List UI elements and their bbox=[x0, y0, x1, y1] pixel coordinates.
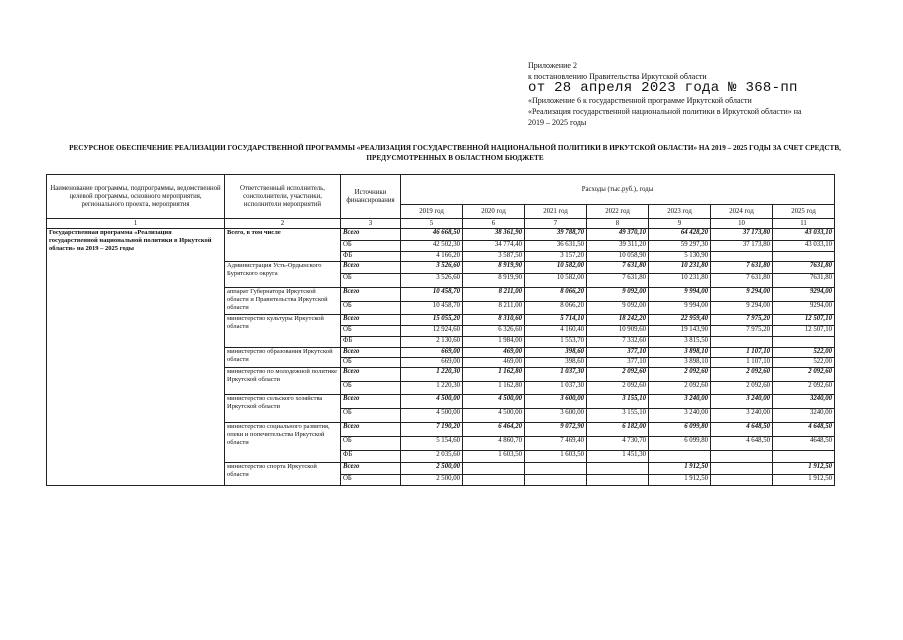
amount-cell: 19 143,90 bbox=[649, 326, 711, 337]
amount-cell: 4 500,00 bbox=[401, 409, 463, 423]
amount-cell: 4 648,50 bbox=[711, 423, 773, 437]
funding-source-cell: ОБ bbox=[341, 409, 401, 423]
amount-cell: 9 994,00 bbox=[649, 288, 711, 302]
amount-cell: 59 297,30 bbox=[649, 241, 711, 252]
responsible-executor-cell: Администрация Усть-Ордынского Бурятского округа bbox=[225, 262, 341, 288]
amount-cell: 1 912,50 bbox=[773, 475, 835, 486]
amount-cell: 6 099,80 bbox=[649, 423, 711, 437]
amount-cell: 1 162,80 bbox=[463, 382, 525, 395]
amount-cell: 10 231,80 bbox=[649, 274, 711, 288]
amount-cell: 37 173,80 bbox=[711, 229, 773, 241]
funding-source-cell: ОБ bbox=[341, 358, 401, 368]
document-heading: РЕСУРСНОЕ ОБЕСПЕЧЕНИЕ РЕАЛИЗАЦИИ ГОСУДАРСТВЕННОЙ ПРОГРАММЫ «РЕАЛИЗАЦИЯ ГОСУДАРСТВЕННОЙ НАЦИОНАЛЬНОЙ ПОЛИТИКИ В ИРКУТСКОЙ ОБЛАСТИ» НА 2019 – 2025 ГОДЫ ЗА СЧЕТ СРЕДСТВ, ПРЕДУСМОТРЕННЫХ В ОБЛАСТНОМ БЮДЖЕТЕ bbox=[69, 144, 841, 162]
funding-source-cell: Всего bbox=[341, 229, 401, 241]
amount-cell: 3 898,10 bbox=[649, 358, 711, 368]
funding-source-cell: Всего bbox=[341, 262, 401, 274]
amount-cell: 9 994,00 bbox=[649, 302, 711, 315]
amount-cell: 2 092,60 bbox=[773, 382, 835, 395]
amount-cell: 2 035,60 bbox=[401, 451, 463, 463]
amount-cell bbox=[525, 475, 587, 486]
amount-cell: 3240,00 bbox=[773, 409, 835, 423]
amount-cell: 398,60 bbox=[525, 348, 587, 358]
amount-cell: 3 155,10 bbox=[587, 409, 649, 423]
amount-cell: 3 600,00 bbox=[525, 395, 587, 409]
amount-cell: 4 160,40 bbox=[525, 326, 587, 337]
amount-cell: 469,00 bbox=[463, 348, 525, 358]
amount-cell: 377,10 bbox=[587, 358, 649, 368]
column-number: 5 bbox=[401, 219, 463, 229]
header-source: Источники финансирования bbox=[341, 175, 401, 219]
amount-cell: 8 310,60 bbox=[463, 315, 525, 326]
amount-cell: 43 033,10 bbox=[773, 241, 835, 252]
column-number: 8 bbox=[587, 219, 649, 229]
amount-cell: 1 107,10 bbox=[711, 358, 773, 368]
amount-cell: 43 033,10 bbox=[773, 229, 835, 241]
funding-source-cell: ФБ bbox=[341, 451, 401, 463]
amount-cell bbox=[587, 463, 649, 475]
header-year: 2023 год bbox=[649, 205, 711, 219]
amount-cell: 37 173,80 bbox=[711, 241, 773, 252]
amount-cell: 15 055,20 bbox=[401, 315, 463, 326]
amount-cell: 398,60 bbox=[525, 358, 587, 368]
amount-cell: 10 582,00 bbox=[525, 274, 587, 288]
amount-cell: 4 730,70 bbox=[587, 437, 649, 451]
appendix-program-name: «Реализация государственной национальной политики в Иркутской области» на bbox=[528, 107, 802, 116]
appendix-title: Приложение 2 bbox=[528, 61, 577, 70]
amount-cell: 3 898,10 bbox=[649, 348, 711, 358]
amount-cell: 6 182,00 bbox=[587, 423, 649, 437]
amount-cell: 4 648,50 bbox=[773, 423, 835, 437]
amount-cell: 10 458,70 bbox=[401, 288, 463, 302]
amount-cell: 8 066,20 bbox=[525, 288, 587, 302]
appendix-decree-ref: к постановлению Правительства Иркутской области bbox=[528, 72, 707, 81]
amount-cell: 7 631,80 bbox=[587, 274, 649, 288]
amount-cell: 2 092,60 bbox=[711, 368, 773, 382]
amount-cell: 1 220,30 bbox=[401, 368, 463, 382]
amount-cell: 3 240,00 bbox=[711, 395, 773, 409]
amount-cell: 4 500,00 bbox=[463, 409, 525, 423]
amount-cell: 4 500,00 bbox=[401, 395, 463, 409]
funding-source-cell: Всего bbox=[341, 288, 401, 302]
amount-cell: 3 157,20 bbox=[525, 252, 587, 262]
amount-cell: 2 092,60 bbox=[773, 368, 835, 382]
header-expenses: Расходы (тыс.руб.), годы bbox=[401, 175, 835, 205]
amount-cell: 5 154,60 bbox=[401, 437, 463, 451]
amount-cell: 9 092,00 bbox=[587, 302, 649, 315]
appendix-program-ref: «Приложение 6 к государственной программе Иркутской области bbox=[528, 96, 752, 105]
amount-cell: 8 066,20 bbox=[525, 302, 587, 315]
amount-cell: 1 603,50 bbox=[525, 451, 587, 463]
amount-cell: 1 037,30 bbox=[525, 368, 587, 382]
amount-cell: 7 631,80 bbox=[711, 262, 773, 274]
amount-cell: 1 107,10 bbox=[711, 348, 773, 358]
funding-source-cell: ОБ bbox=[341, 274, 401, 288]
amount-cell: 2 092,60 bbox=[649, 368, 711, 382]
amount-cell: 1 037,30 bbox=[525, 382, 587, 395]
amount-cell bbox=[773, 252, 835, 262]
responsible-executor-cell: министерство образования Иркутской области bbox=[225, 348, 341, 368]
column-number: 6 bbox=[463, 219, 525, 229]
amount-cell bbox=[711, 475, 773, 486]
amount-cell: 46 668,50 bbox=[401, 229, 463, 241]
amount-cell: 2 130,60 bbox=[401, 337, 463, 348]
header-year: 2021 год bbox=[525, 205, 587, 219]
amount-cell: 9294,00 bbox=[773, 288, 835, 302]
amount-cell: 1 220,30 bbox=[401, 382, 463, 395]
amount-cell: 9 092,00 bbox=[587, 288, 649, 302]
amount-cell: 12 924,60 bbox=[401, 326, 463, 337]
amount-cell: 669,00 bbox=[401, 348, 463, 358]
amount-cell bbox=[649, 451, 711, 463]
amount-cell: 1 162,80 bbox=[463, 368, 525, 382]
amount-cell: 1 451,30 bbox=[587, 451, 649, 463]
amount-cell bbox=[463, 475, 525, 486]
amount-cell: 39 788,70 bbox=[525, 229, 587, 241]
amount-cell bbox=[773, 451, 835, 463]
funding-source-cell: ФБ bbox=[341, 337, 401, 348]
amount-cell: 4 648,50 bbox=[711, 437, 773, 451]
amount-cell: 3 587,50 bbox=[463, 252, 525, 262]
amount-cell: 7631,80 bbox=[773, 262, 835, 274]
header-year: 2020 год bbox=[463, 205, 525, 219]
amount-cell bbox=[711, 463, 773, 475]
column-number: 10 bbox=[711, 219, 773, 229]
amount-cell: 12 507,10 bbox=[773, 315, 835, 326]
amount-cell: 64 428,20 bbox=[649, 229, 711, 241]
amount-cell: 6 326,60 bbox=[463, 326, 525, 337]
amount-cell: 10 231,80 bbox=[649, 262, 711, 274]
responsible-executor-cell: министерство спорта Иркутской области bbox=[225, 463, 341, 486]
amount-cell bbox=[711, 337, 773, 348]
column-number: 7 bbox=[525, 219, 587, 229]
amount-cell: 377,10 bbox=[587, 348, 649, 358]
amount-cell: 1 912,50 bbox=[649, 463, 711, 475]
amount-cell: 1 984,00 bbox=[463, 337, 525, 348]
amount-cell: 4 166,20 bbox=[401, 252, 463, 262]
amount-cell: 3240,00 bbox=[773, 395, 835, 409]
amount-cell: 1 912,50 bbox=[649, 475, 711, 486]
amount-cell: 2 092,60 bbox=[587, 382, 649, 395]
amount-cell: 10 458,70 bbox=[401, 302, 463, 315]
program-name-cell: Государственная программа «Реализация государственной национальной политики в Иркутской области» на 2019 – 2025 годы bbox=[47, 229, 225, 486]
column-number: 3 bbox=[341, 219, 401, 229]
amount-cell: 1 912,50 bbox=[773, 463, 835, 475]
amount-cell: 18 242,20 bbox=[587, 315, 649, 326]
amount-cell: 7 975,20 bbox=[711, 315, 773, 326]
amount-cell: 1 603,50 bbox=[463, 451, 525, 463]
amount-cell: 3 240,00 bbox=[649, 409, 711, 423]
header-year: 2022 год bbox=[587, 205, 649, 219]
amount-cell: 39 311,20 bbox=[587, 241, 649, 252]
responsible-executor-cell: министерство культуры Иркутской области bbox=[225, 315, 341, 348]
funding-source-cell: ФБ bbox=[341, 252, 401, 262]
amount-cell: 10 909,60 bbox=[587, 326, 649, 337]
amount-cell bbox=[587, 475, 649, 486]
amount-cell: 7 631,80 bbox=[711, 274, 773, 288]
amount-cell: 9 294,00 bbox=[711, 288, 773, 302]
amount-cell bbox=[773, 337, 835, 348]
header-year: 2025 год bbox=[773, 205, 835, 219]
amount-cell bbox=[463, 463, 525, 475]
appendix-block bbox=[528, 60, 868, 128]
amount-cell: 7 469,40 bbox=[525, 437, 587, 451]
amount-cell: 3 526,60 bbox=[401, 262, 463, 274]
amount-cell: 1 553,70 bbox=[525, 337, 587, 348]
amount-cell: 5 130,90 bbox=[649, 252, 711, 262]
funding-source-cell: Всего bbox=[341, 423, 401, 437]
amount-cell: 3 526,60 bbox=[401, 274, 463, 288]
amount-cell: 9 294,00 bbox=[711, 302, 773, 315]
responsible-executor-cell: министерство социального развития, опеки и попечительства Иркутской области bbox=[225, 423, 341, 463]
amount-cell: 8 919,90 bbox=[463, 274, 525, 288]
amount-cell: 7 190,20 bbox=[401, 423, 463, 437]
amount-cell: 3 155,10 bbox=[587, 395, 649, 409]
responsible-executor-cell: Всего, в том числе bbox=[225, 229, 341, 262]
amount-cell: 4 500,00 bbox=[463, 395, 525, 409]
funding-source-cell: ОБ bbox=[341, 326, 401, 337]
amount-cell: 7631,80 bbox=[773, 274, 835, 288]
decree-date-stamp: от 28 апреля 2023 года № 368-пп bbox=[528, 80, 798, 96]
column-number: 1 bbox=[47, 219, 225, 229]
amount-cell: 2 500,00 bbox=[401, 463, 463, 475]
responsible-executor-cell: министерство сельского хозяйства Иркутской области bbox=[225, 395, 341, 423]
amount-cell: 36 631,50 bbox=[525, 241, 587, 252]
amount-cell: 10 058,90 bbox=[587, 252, 649, 262]
header-year: 2024 год bbox=[711, 205, 773, 219]
amount-cell: 6 099,80 bbox=[649, 437, 711, 451]
amount-cell: 3 240,00 bbox=[649, 395, 711, 409]
amount-cell: 6 464,20 bbox=[463, 423, 525, 437]
amount-cell: 8 919,90 bbox=[463, 262, 525, 274]
table-row bbox=[47, 229, 835, 241]
amount-cell: 669,00 bbox=[401, 358, 463, 368]
header-year: 2019 год bbox=[401, 205, 463, 219]
funding-source-cell: ОБ bbox=[341, 382, 401, 395]
responsible-executor-cell: министерство по молодежной политике Иркутской области bbox=[225, 368, 341, 395]
amount-cell: 2 092,60 bbox=[711, 382, 773, 395]
amount-cell bbox=[711, 252, 773, 262]
funding-source-cell: ОБ bbox=[341, 475, 401, 486]
appendix-program-years: 2019 – 2025 годы bbox=[528, 118, 587, 127]
amount-cell bbox=[711, 451, 773, 463]
amount-cell: 522,00 bbox=[773, 358, 835, 368]
amount-cell: 22 959,40 bbox=[649, 315, 711, 326]
header-program: Наименование программы, подпрограммы, ведомственной целевой программы, основного мероприятия, регионального проекта, мероприятия bbox=[47, 175, 225, 219]
amount-cell: 12 507,10 bbox=[773, 326, 835, 337]
amount-cell: 2 500,00 bbox=[401, 475, 463, 486]
funding-source-cell: Всего bbox=[341, 348, 401, 358]
amount-cell: 3 600,00 bbox=[525, 409, 587, 423]
funding-source-cell: Всего bbox=[341, 368, 401, 382]
amount-cell: 3 240,00 bbox=[711, 409, 773, 423]
funding-source-cell: ОБ bbox=[341, 302, 401, 315]
amount-cell: 7 332,60 bbox=[587, 337, 649, 348]
amount-cell: 4648,50 bbox=[773, 437, 835, 451]
amount-cell: 38 361,90 bbox=[463, 229, 525, 241]
funding-source-cell: ОБ bbox=[341, 437, 401, 451]
amount-cell: 49 370,10 bbox=[587, 229, 649, 241]
amount-cell: 9 072,90 bbox=[525, 423, 587, 437]
amount-cell: 522,00 bbox=[773, 348, 835, 358]
funding-source-cell: ОБ bbox=[341, 241, 401, 252]
amount-cell: 8 211,00 bbox=[463, 302, 525, 315]
amount-cell: 3 815,50 bbox=[649, 337, 711, 348]
header-responsible: Ответственный исполнитель, соисполнители, участники, исполнители мероприятий bbox=[225, 175, 341, 219]
amount-cell: 2 092,60 bbox=[649, 382, 711, 395]
amount-cell: 42 502,30 bbox=[401, 241, 463, 252]
amount-cell: 2 092,60 bbox=[587, 368, 649, 382]
amount-cell: 8 211,00 bbox=[463, 288, 525, 302]
amount-cell bbox=[525, 463, 587, 475]
responsible-executor-cell: аппарат Губернатора Иркутской области и Правительства Иркутской области bbox=[225, 288, 341, 315]
amount-cell: 5 714,10 bbox=[525, 315, 587, 326]
amount-cell: 7 631,80 bbox=[587, 262, 649, 274]
funding-source-cell: Всего bbox=[341, 463, 401, 475]
amount-cell: 34 774,40 bbox=[463, 241, 525, 252]
column-number: 9 bbox=[649, 219, 711, 229]
amount-cell: 469,00 bbox=[463, 358, 525, 368]
resource-table bbox=[46, 174, 835, 486]
amount-cell: 4 860,70 bbox=[463, 437, 525, 451]
funding-source-cell: Всего bbox=[341, 395, 401, 409]
amount-cell: 9294,00 bbox=[773, 302, 835, 315]
amount-cell: 10 582,00 bbox=[525, 262, 587, 274]
amount-cell: 7 975,20 bbox=[711, 326, 773, 337]
funding-source-cell: Всего bbox=[341, 315, 401, 326]
column-number: 2 bbox=[225, 219, 341, 229]
column-number: 11 bbox=[773, 219, 835, 229]
